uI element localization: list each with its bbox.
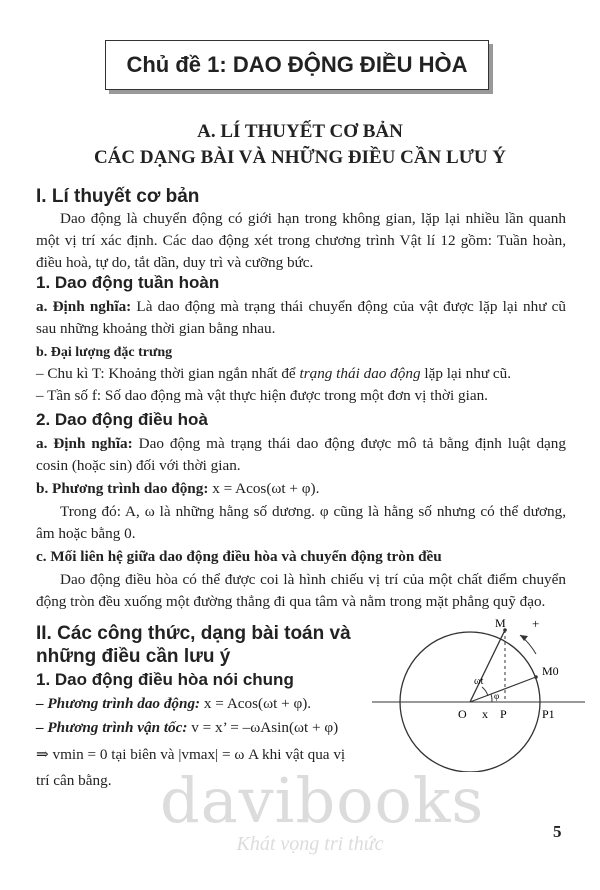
label-p1: P1 [542, 707, 555, 721]
part2-eq1-label: – Phương trình dao động: [36, 695, 201, 712]
s2-definition [36, 433, 566, 477]
part2-eq2-label: – Phương trình vận tốc: [36, 719, 188, 736]
s1-heading: 1. Dao động tuần hoàn [36, 273, 220, 292]
label-p: P [500, 707, 507, 721]
section-a-title-line1: A. LÍ THUYẾT CƠ BẢN [197, 121, 403, 142]
label-m: M [495, 616, 506, 630]
label-plus: + [532, 616, 540, 631]
s2-heading: 2. Dao động điều hoà [36, 410, 208, 429]
part2-heading [36, 622, 366, 668]
part2-heading-line1: II. Các công thức, dạng bài toán và [36, 623, 351, 644]
s1-def-label: a. Định nghĩa: [36, 298, 132, 315]
part2-sub1: 1. Dao động điều hòa nói chung [36, 670, 294, 689]
chapter-title-box [105, 40, 489, 90]
s2-eq-label: b. Phương trình dao động: [36, 480, 209, 497]
s2-where: Trong đó: A, ω là những hằng số dương. φ cũng là hằng số nhưng có thể dương, âm hoặc bằng 0. [36, 503, 566, 542]
circular-motion-diagram [370, 612, 592, 772]
s2-eq-text: x = Acos(ωt + φ). [208, 480, 320, 497]
page-number: 5 [553, 822, 562, 841]
part2-heading-line2: những điều cần lưu ý [36, 646, 231, 667]
part2-eq2 [36, 717, 366, 739]
s1-period-italic: trạng thái dao động [299, 365, 421, 382]
s1-def-text: Là dao động mà trạng thái chuyển động của vật được lặp lại như cũ sau những khoảng thời gian bằng nhau. [36, 298, 566, 337]
label-wt: ωt [474, 676, 484, 687]
s2-def-text: Dao động mà trạng thái dao động được mô tả bằng định luật dạng cosin (hoặc sin) đối với thời gian. [36, 435, 566, 474]
s1-period [36, 363, 566, 385]
rotation-arrow [520, 635, 528, 641]
part2-eq2-text: v = x’ = –ωAsin(ωt + φ) [187, 719, 339, 736]
angle-wt-arc [482, 687, 488, 696]
publisher-watermark [160, 764, 485, 856]
label-o: O [458, 707, 467, 721]
s1-frequency: – Tần số f: Số dao động mà vật thực hiện được trong một đơn vị thời gian. [36, 387, 488, 404]
part1-heading: I. Lí thuyết cơ bản [36, 186, 200, 207]
s2-equation [36, 478, 566, 500]
part1-intro: Dao động là chuyển động có giới hạn trong không gian, lặp lại nhiều lần quanh một vị trí xác định. Các dao động xét trong chương trình Vật lí 12 gồm: Tuần hoàn, điều hoà, tự do, tắt dần, duy trì và cưỡng bức. [36, 210, 566, 271]
s2-c-label: c. Mối liên hệ giữa dao động điều hòa và chuyển động tròn đều [36, 548, 442, 565]
watermark-logo: davibooks [160, 764, 485, 837]
label-phi: φ [494, 691, 500, 701]
s1-period-a: – Chu kì T: Khoảng thời gian ngắn nhất để [36, 365, 300, 382]
watermark-tagline: Khát vọng tri thức [236, 833, 384, 855]
part2-vmin-cont: trí cân bằng. [36, 772, 112, 789]
s2-def-label: a. Định nghĩa: [36, 435, 133, 452]
label-x: x [482, 707, 488, 721]
chapter-title: Chủ đề 1: DAO ĐỘNG ĐIỀU HÒA [126, 52, 468, 77]
part2-vmin: ⇒ vmin = 0 tại biên và |vmax| = ω A khi vật qua vị [36, 746, 346, 763]
point-m0 [534, 675, 538, 679]
section-a-title-line2: CÁC DẠNG BÀI VÀ NHỮNG ĐIỀU CẦN LƯU Ý [93, 147, 507, 168]
angle-phi-arc [491, 694, 492, 702]
label-m0: M0 [542, 664, 559, 678]
s1-definition [36, 296, 566, 340]
s1-b-label: b. Đại lượng đặc trưng [36, 345, 173, 360]
s2-c-text: Dao động điều hòa có thể được coi là hình chiếu vị trí của một chất điểm chuyển động tròn đều xuống một đường thẳng đi qua tâm và nằm trong mặt phẳng quỹ đạo. [36, 571, 566, 610]
part2-eq1 [36, 693, 366, 715]
part2-eq1-text: x = Acos(ωt + φ). [200, 695, 312, 712]
s1-period-b: lặp lại như cũ. [420, 365, 512, 382]
